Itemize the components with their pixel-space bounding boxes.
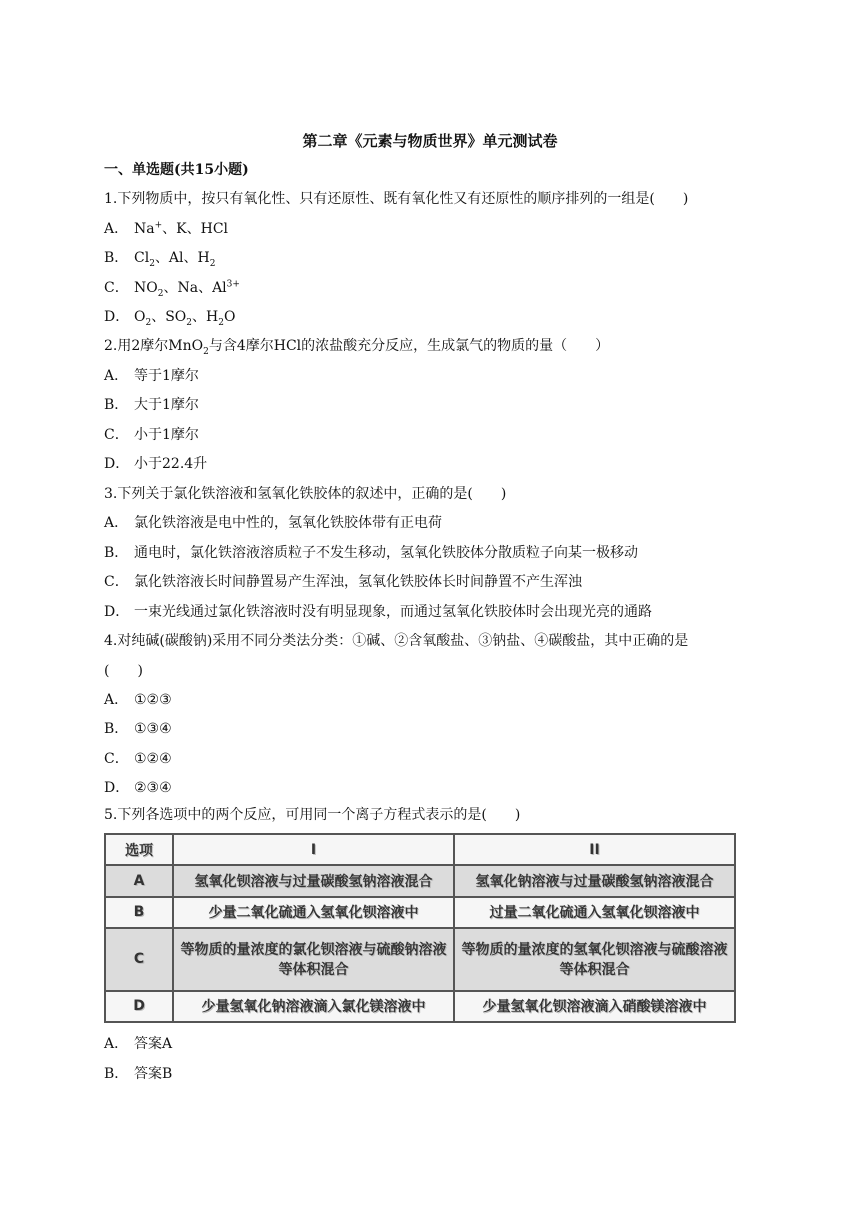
q2-option-a: A． 等于1摩尔 [104,368,199,384]
table-cell-key: A [105,865,173,896]
table-cell: 氢氧化钡溶液与过量碳酸氢钠溶液混合 [173,865,454,896]
q1-option-c: C． $NO_2$、Na、$Al^{3+}$ [104,279,240,299]
q2-option-d: D． 小于22.4升 [104,456,208,472]
q3-option-d: D． 一束光线通过氯化铁溶液时没有明显现象，而通过氢氧化铁胶体时会出现光亮的通路 [104,604,652,620]
q4-option-b: B． ①③④ [104,721,172,737]
table-cell: 等物质的量浓度的氢氧化钡溶液与硫酸溶液等体积混合 [454,928,735,991]
table-cell: 过量二氧化硫通入氢氧化钡溶液中 [454,897,735,928]
question-2-stem: 2.用2摩尔MnO$_2$与含4摩尔HCl的浓盐酸充分反应，生成氯气的物质的量（ ） [104,338,610,357]
q3-option-c: C． 氯化铁溶液长时间静置易产生浑浊，氢氧化铁胶体长时间静置不产生浑浊 [104,574,582,590]
q4-option-c: C． ①②④ [104,751,172,767]
table-cell: 等物质的量浓度的氯化钡溶液与硫酸钠溶液等体积混合 [173,928,454,991]
table-cell-key: C [105,928,173,991]
page-title: 第二章《元素与物质世界》单元测试卷 [302,132,558,150]
table-cell-key: B [105,897,173,928]
table-header-row [105,834,735,865]
table-row [105,991,735,1022]
question-3-stem: 3.下列关于氯化铁溶液和氢氧化铁胶体的叙述中，正确的是( ) [104,486,507,502]
table-row [105,897,735,928]
question-4-stem: 4.对纯碱(碳酸钠)采用不同分类法分类：①碱、②含氧酸盐、③钠盐、④碳酸盐，其中正确的是 [104,633,689,649]
table-row [105,928,735,991]
question-5-stem: 5.下列各选项中的两个反应，可用同一个离子方程式表示的是( ) [104,807,521,823]
table-row [105,865,735,896]
question-1-stem: 1.下列物质中，按只有氧化性、只有还原性、既有氧化性又有还原性的顺序排列的一组是( ) [104,191,689,207]
q3-option-a: A． 氯化铁溶液是电中性的，氢氧化铁胶体带有正电荷 [104,515,442,531]
q1-option-b: B． $Cl_2$、Al、$H_2$ [104,250,216,269]
q4-option-d: D． ②③④ [104,780,172,796]
q1-option-d: D． $O_2$、$SO_2$、$H_2O$ [104,309,236,328]
question-4-stem-cont: ( ) [104,663,143,679]
table-header-cell: I [173,834,454,865]
q1-option-a: A． Na+、K、HCl [104,220,229,237]
q5-option-b: B． 答案B [104,1066,173,1082]
q4-option-a: A． ①②③ [104,692,172,708]
table-header-cell: II [454,834,735,865]
table-cell: 少量氢氧化钡溶液滴入硝酸镁溶液中 [454,991,735,1022]
table-header-cell: 选项 [105,834,173,865]
section-heading: 一、单选题(共15小题) [104,162,249,178]
table-cell: 少量氢氧化钠溶液滴入氯化镁溶液中 [173,991,454,1022]
q2-option-b: B． 大于1摩尔 [104,397,199,413]
table-cell: 少量二氧化硫通入氢氧化钡溶液中 [173,897,454,928]
q5-option-a: A． 答案A [104,1036,173,1052]
options-table [104,833,736,1023]
q3-option-b: B． 通电时，氯化铁溶液溶质粒子不发生移动，氢氧化铁胶体分散质粒子向某一极移动 [104,545,638,561]
table-cell-key: D [105,991,173,1022]
q2-option-c: C． 小于1摩尔 [104,427,199,443]
table-cell: 氢氧化钠溶液与过量碳酸氢钠溶液混合 [454,865,735,896]
